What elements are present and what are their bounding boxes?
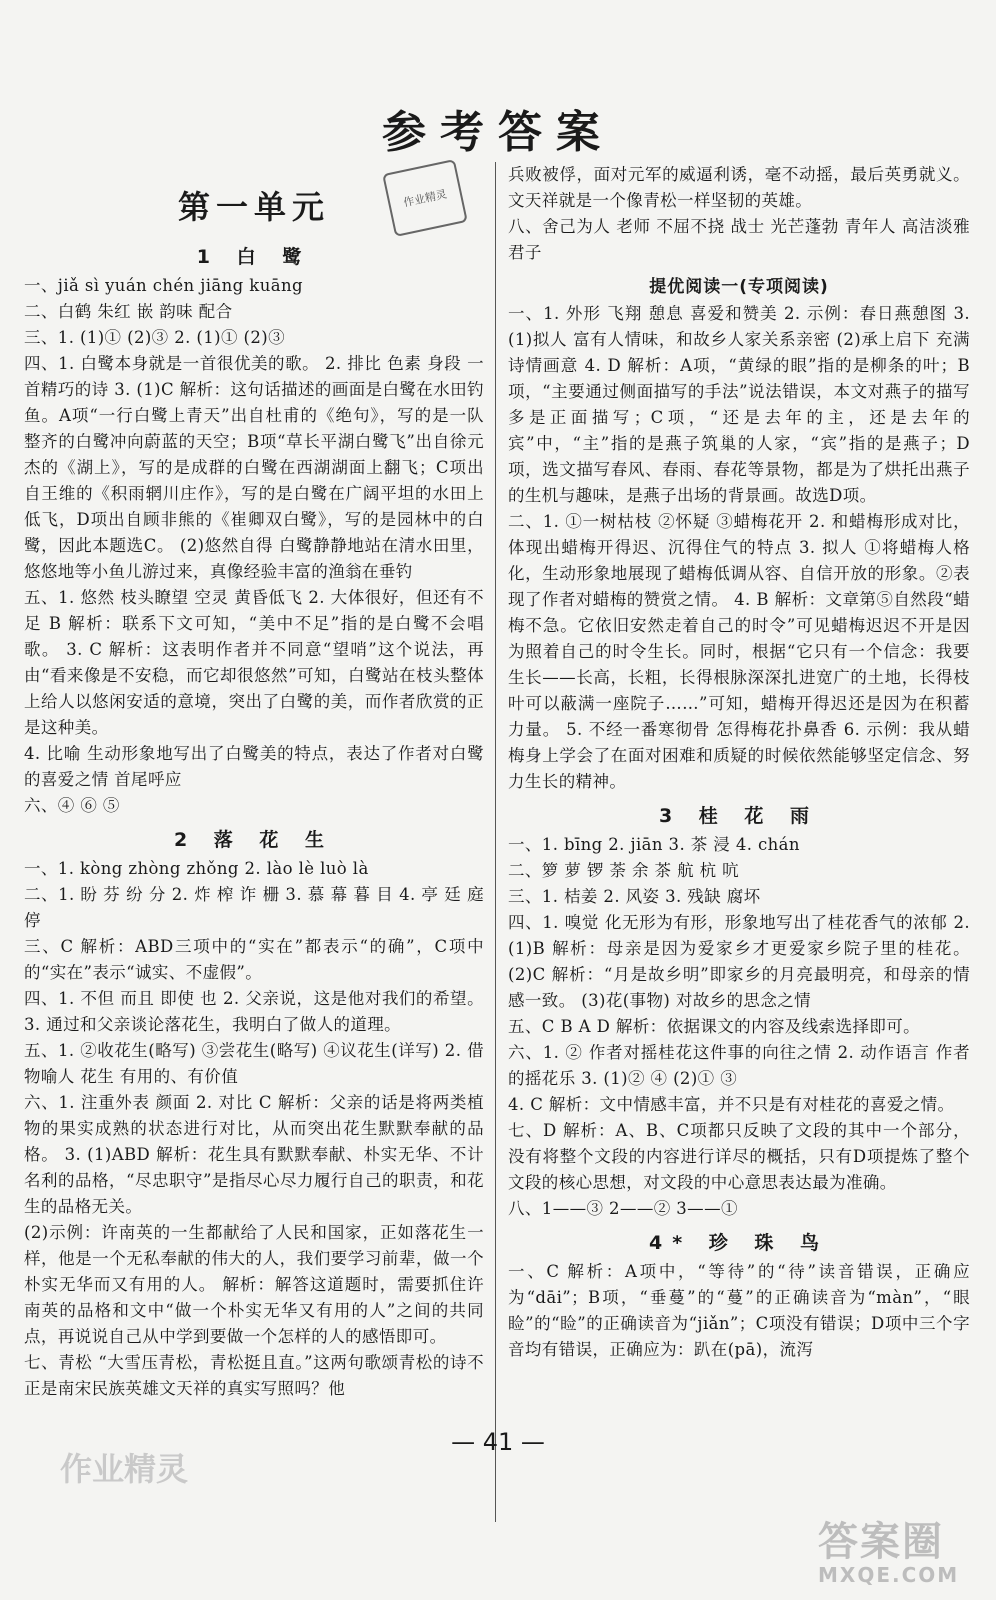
answer-line: 一、1. 外形 飞翔 憩息 喜爱和赞美 2. 示例：春日燕憩图 3. (1)拟人 富有人情味，和故乡人家关系亲密 (2)承上启下 充满诗情画意 4. D 解析：A项，“黄绿的眼”指的是柳条的叶；B项，“主要通过侧面描写的手法”说法错误，本文对燕子的描写多是正面描写；C项，“还是去年的主，还是去年的宾”中，“主”指的是燕子筑巢的人家，“宾”指的是燕子；D项，选文描写春风、春雨、春花等景物，都是为了烘托出燕子的生机与趣味，是燕子出场的背景画。故选D项。 (508, 304, 970, 505)
answer-line: 八、舍己为人 老师 不屈不挠 战士 光芒蓬勃 青年人 高洁淡雅 君子 (508, 217, 970, 262)
watermark-main-text: 答案圈 (818, 1519, 944, 1565)
watermark-sub-text: MXQE.COM (818, 1563, 960, 1587)
answer-line: 六、1. 注重外表 颜面 2. 对比 C 解析：父亲的话是将两类植物的果实成熟的状态进行对比，从而突出花生默默奉献的品格。 3. (1)ABD 解析：花生具有默默奉献、朴实无华、不计名利的品格，“尽忠职守”是指尽心尽力履行自己的职责，和花生的品格无关。 (24, 1093, 484, 1216)
section-title-bailu: 1 白 鹭 (196, 246, 312, 268)
answer-line: 二、箩 萝 锣 荼 余 茶 航 杭 吭 (508, 861, 740, 880)
answer-line: 八、1——③ 2——② 3——① (508, 1199, 738, 1218)
answer-line: 二、白鹤 朱红 嵌 韵味 配合 (24, 302, 233, 321)
answer-line: 兵败被俘，面对元军的威逼利诱，毫不动摇，最后英勇就义。文天祥就是一个像青松一样坚韧的英雄。 (508, 165, 970, 210)
answer-line: 一、C 解析：A项中，“等待”的“待”读音错误，正确应为“dāi”；B项，“垂蔓”的“蔓”的正确读音为“màn”，“眼睑”的“睑”的正确读音为“jiǎn”；C项没有错误；D项中三个字音均有错误，正确应为：趴在(pā)，流泻 (508, 1262, 970, 1359)
answer-line: 四、1. 不但 而且 即使 也 2. 父亲说，这是他对我们的希望。 3. 通过和父亲谈论落花生，我明白了做人的道理。 (24, 989, 484, 1034)
answer-line: 三、1. (1)① (2)③ 2. (1)① (2)③ (24, 328, 285, 347)
answer-line: 一、1. kòng zhòng zhǒng 2. lào lè luò là (24, 859, 369, 878)
left-column (24, 178, 484, 1402)
section-title-guihuayu: 3 桂 花 雨 (658, 805, 820, 827)
watermark-logo-left: 作业精灵 (60, 1450, 189, 1488)
answer-line: 六、1. ② 作者对摇桂花这件事的向往之情 2. 动作语言 作者的摇花乐 3. (1)② ④ (2)① ③ (508, 1043, 970, 1088)
section-title-zhenzhuniao: 4* 珍 珠 鸟 (648, 1232, 829, 1254)
answer-line: 三、C 解析：ABD三项中的“实在”都表示“的确”，C项中的“实在”表示“诚实、不虚假”。 (24, 937, 484, 982)
page-title: 参考答案 (382, 107, 614, 158)
answer-line: 五、1. 悠然 枝头瞭望 空灵 黄昏低飞 2. 大体很好，但还有不足 B 解析：联系下文可知，“美中不足”指的是白鹭不会唱歌。 3. C 解析：这表明作者并不同意“望哨”这个说法，再由“看来像是不安稳，而它却很悠然”可知，白鹭站在枝头整体上给人以悠闲安适的意境，突出了白鹭的美，而作者欣赏的正是这种美。 (24, 588, 484, 737)
watermark-logo-right (818, 1510, 978, 1590)
answer-line: 二、1. 盼 芬 纷 分 2. 炸 榨 诈 栅 3. 慕 幕 暮 目 4. 亭 廷 庭 停 (24, 885, 484, 930)
answer-line: 五、C B A D 解析：依据课文的内容及线索选择即可。 (508, 1017, 921, 1036)
answer-line: 七、青松 “大雪压青松，青松挺且直。”这两句歌颂青松的诗不正是南宋民族英雄文天祥的真实写照吗？他 (24, 1353, 484, 1398)
answer-line: 4. 比喻 生动形象地写出了白鹭美的特点，表达了作者对白鹭的喜爱之情 首尾呼应 (24, 744, 484, 789)
page-number: — 41 — (451, 1428, 545, 1456)
unit-heading: 第一单元 (177, 188, 330, 226)
answer-line: 二、1. ①一树枯枝 ②怀疑 ③蜡梅花开 2. 和蜡梅形成对比，体现出蜡梅开得迟、沉得住气的特点 3. 拟人 ①将蜡梅人格化，生动形象地展现了蜡梅低调从容、自信开放的形象。②表现了作者对蜡梅的赞赏之情。 4. B 解析：文章第⑤自然段“蜡梅不急。它依旧安然走着自己的时令”可见蜡梅迟迟不开是因为照着自己的时令生长。同时，根据“它只有一个信念：我要生长——长高，长粗，长得根脉深深扎进宽广的土地，长得枝叶可以蔽满一座院子……”可知，蜡梅开得迟还是因为在积蓄力量。 5. 不经一番寒彻骨 怎得梅花扑鼻香 6. 示例：我从蜡梅身上学会了在面对困难和质疑的时候依然能够坚定信念、努力生长的精神。 (508, 512, 970, 791)
answer-line: 一、1. bīng 2. jiān 3. 茶 浸 4. chán (508, 835, 800, 854)
section-title-luohuasheng: 2 落 花 生 (173, 829, 335, 851)
section-title-reading: 提优阅读一(专项阅读) (649, 277, 829, 297)
answer-line: 五、1. ②收花生(略写) ③尝花生(略写) ④议花生(详写) 2. 借物喻人 花生 有用的、有价值 (24, 1041, 484, 1086)
answer-line: 四、1. 白鹭本身就是一首很优美的歌。 2. 排比 色素 身段 一首精巧的诗 3. (1)C 解析：这句话描述的画面是白鹭在水田钓鱼。A项“一行白鹭上青天”出自杜甫的《绝句》，写的是一队整齐的白鹭冲向蔚蓝的天空；B项“草长平湖白鹭飞”出自徐元杰的《湖上》，写的是成群的白鹭在西湖湖面上翻飞；C项出自王维的《积雨辋川庄作》，写的是白鹭在广阔平坦的水田上低飞，D项出自顾非熊的《崔卿双白鹭》，写的是园林中的白鹭，因此本题选C。 (2)悠然自得 白鹭静静地站在清水田里，悠悠地等小鱼儿游过来，真像经验丰富的渔翁在垂钓 (24, 354, 484, 581)
answer-line: 三、1. 桔姜 2. 风姿 3. 残缺 腐坏 (508, 887, 761, 906)
right-column (508, 162, 970, 1363)
answer-line: 六、④ ⑥ ⑤ (24, 796, 120, 815)
stamp-text: 作业精灵 (402, 187, 448, 209)
answer-line: 七、D 解析：A、B、C项都只反映了文段的其中一个部分，没有将整个文段的内容进行详尽的概括，只有D项提炼了整个文段的核心思想，对文段的中心意思表达最为准确。 (508, 1121, 970, 1192)
answer-line: 四、1. 嗅觉 化无形为有形，形象地写出了桂花香气的浓郁 2. (1)B 解析：母亲是因为爱家乡才更爱家乡院子里的桂花。 (2)C 解析：“月是故乡明”即家乡的月亮最明亮，和母亲的情感一致。 (3)花(事物) 对故乡的思念之情 (508, 913, 970, 1010)
answer-line: 一、jiǎ sì yuán chén jiāng kuāng (24, 276, 303, 295)
column-divider (495, 162, 496, 1522)
answer-line: (2)示例：许南英的一生都献给了人民和国家，正如落花生一样，他是一个无私奉献的伟大的人，我们要学习前辈，做一个朴实无华而又有用的人。 解析：解答这道题时，需要抓住许南英的品格和文中“做一个朴实无华又有用的人”之间的共同点，再说说自己从中学到要做一个怎样的人的感悟即可。 (24, 1223, 484, 1346)
answer-line: 4. C 解析：文中情感丰富，并不只是有对桂花的喜爱之情。 (508, 1095, 955, 1114)
